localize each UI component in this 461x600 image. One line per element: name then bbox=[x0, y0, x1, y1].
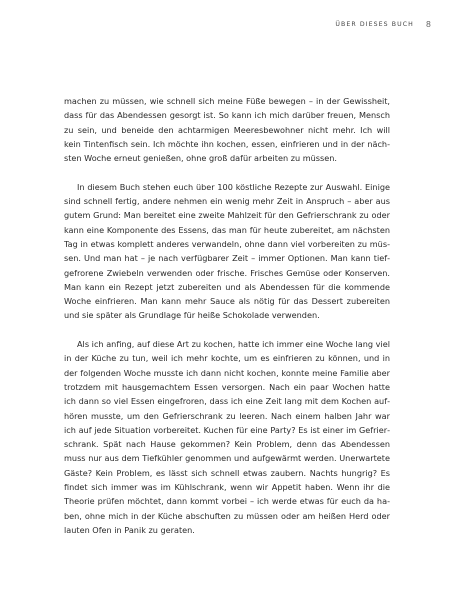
paragraph-continuation: machen zu müssen, wie schnell sich meine Füße bewegen – in der Gewissheit, dass für das Abendessen gesorgt ist. So kann ich mich darüber freuen, Mensch zu sein, und beneide den achtarmigen Meeresbewohner nicht mehr. Ich will kein Tintenfisch sein. Ich möchte ihn kochen, essen, einfrieren und in der nächsten Woche erneut genießen, ohne groß dafür arbeiten zu müssen. bbox=[64, 96, 390, 164]
running-header bbox=[335, 20, 431, 29]
page-number: 8 bbox=[425, 20, 431, 29]
paragraph-recipes: In diesem Buch stehen euch über 100 köstliche Rezepte zur Auswahl. Einige sind schnell fertig, andere nehmen ein wenig mehr Zeit in Anspruch – aber aus gutem Grund: Man bereitet eine zweite Mahlzeit für den Gefrierschrank zu oder kann eine Komponente des Essens, das man für heute zubereitet, am nächsten Tag in etwas komplett anderes verwandeln, ohne dann viel vorbereiten zu müssen. Und man hat – je nach verfügbarer Zeit – immer Optionen. Man kann tiefgefrorene Zwiebeln verwenden oder frische. Frisches Gemüse oder Konserven. Man kann ein Rezept jetzt zubereiten und als Abendessen für die kommende Woche einfrieren. Man kann mehr Sauce als nötig für das Dessert zubereiten und sie später als Grundlage für heiße Schokolade verwenden. bbox=[64, 181, 390, 321]
section-title: ÜBER DIESES BUCH bbox=[335, 21, 414, 28]
body-text bbox=[64, 94, 390, 537]
paragraph-cooking-habit: Als ich anfing, auf diese Art zu kochen, hatte ich immer eine Woche lang viel in der Küche zu tun, weil ich mehr kochte, um es einfrieren zu können, und in der folgenden Woche musste ich dann nicht kochen, konnte meine Familie aber trotzdem mit hausgemachtem Essen versorgen. Nach ein paar Wochen hatte ich dann so viel Essen eingefroren, dass ich eine Zeit lang mit dem Kochen aufhören musste, um den Gefrierschrank zu leeren. Nach einem halben Jahr war ich auf jede Situation vorbereitet. Kuchen für eine Party? Es ist einer im Gefrierschrank. Spät nach Hause gekommen? Kein Problem, denn das Abendessen muss nur aus dem Tiefkühler genommen und aufgewärmt werden. Unerwartete Gäste? Kein Problem, es lässt sich schnell etwas zaubern. Nachts hungrig? Es findet sich immer was im Kühlschrank, wenn wir Appetit haben. Wenn ihr die Theorie prüfen möchtet, dann kommt vorbei – ich werde etwas für euch da haben, ohne mich in der Küche abschuften zu müssen oder am heißen Herd oder lauten Ofen in Panik zu geraten. bbox=[64, 339, 390, 535]
